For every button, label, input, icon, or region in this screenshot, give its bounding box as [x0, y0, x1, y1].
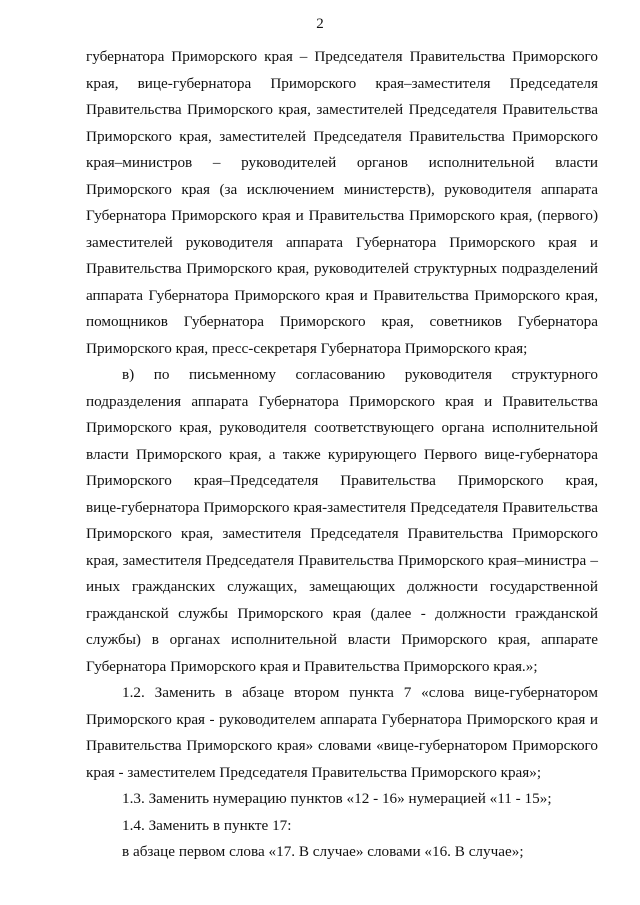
- text-line: Правительства Приморского края, заместителей Председателя Правительства: [86, 101, 598, 118]
- text-line: края, заместителя Председателя Правительства Приморского края–министра –: [86, 551, 598, 569]
- text-line: аппарата Губернатора Приморского края и Правительства Приморского края,: [86, 286, 598, 304]
- text-line: края - заместителем Председателя Правительства Приморского края»;: [86, 763, 542, 781]
- text-line: иных гражданских служащих, замещающих должности государственной: [86, 578, 598, 595]
- page-number: 2: [316, 16, 324, 32]
- text-line: Приморского края, пресс-секретаря Губернатора Приморского края;: [86, 339, 528, 357]
- text-line: в абзаце первом слова «17. В случае» словами «16. В случае»;: [122, 843, 524, 860]
- text-line: губернатора Приморского края – Председателя Правительства Приморского: [86, 48, 598, 65]
- text-line: службы) в органах исполнительной власти Приморского края, аппарате: [86, 631, 598, 648]
- text-line: края–министров – руководителей органов исполнительной власти: [86, 154, 598, 171]
- text-line: заместителей руководителя аппарата Губернатора Приморского края и: [86, 233, 598, 251]
- text-line: Приморского края (за исключением министерств), руководителя аппарата: [86, 180, 598, 198]
- text-line: вице-губернатора Приморского края-заместителя Председателя Правительства: [86, 498, 598, 516]
- text-line: в) по письменному согласованию руководителя структурного: [122, 366, 598, 383]
- text-line: гражданской службы Приморского края (далее - должности гражданской: [86, 604, 598, 622]
- text-line: Приморского края, заместителя Председателя Правительства Приморского: [86, 525, 598, 542]
- document-body: [86, 44, 598, 866]
- text-line: Правительства Приморского края, руководителей структурных подразделений: [86, 260, 598, 277]
- text-line: подразделения аппарата Губернатора Приморского края и Правительства: [86, 392, 598, 410]
- text-line: края, вице-губернатора Приморского края–заместителя Председателя: [86, 74, 598, 92]
- text-line: Губернатора Приморского края и Правительства Приморского края, (первого): [86, 207, 598, 224]
- text-line: помощников Губернатора Приморского края, советников Губернатора: [86, 313, 598, 330]
- text-line: 1.2. Заменить в абзаце втором пункта 7 «слова вице-губернатором: [122, 684, 598, 701]
- text-line: Приморского края, заместителей Председателя Правительства Приморского: [86, 127, 598, 145]
- text-line: Приморского края, руководителя соответствующего органа исполнительной: [86, 419, 598, 436]
- text-line: Приморского края–Председателя Правительства Приморского края,: [86, 472, 598, 489]
- text-line: Приморского края - руководителем аппарата Губернатора Приморского края и: [86, 710, 598, 728]
- text-line: 1.4. Заменить в пункте 17:: [122, 816, 292, 834]
- text-line: Правительства Приморского края» словами «вице-губернатором Приморского: [86, 737, 598, 754]
- text-line: власти Приморского края, а также курирующего Первого вице-губернатора: [86, 445, 598, 463]
- text-line: Губернатора Приморского края и Правительства Приморского края.»;: [86, 657, 538, 675]
- text-line: 1.3. Заменить нумерацию пунктов «12 - 16» нумерацией «11 - 15»;: [122, 790, 552, 807]
